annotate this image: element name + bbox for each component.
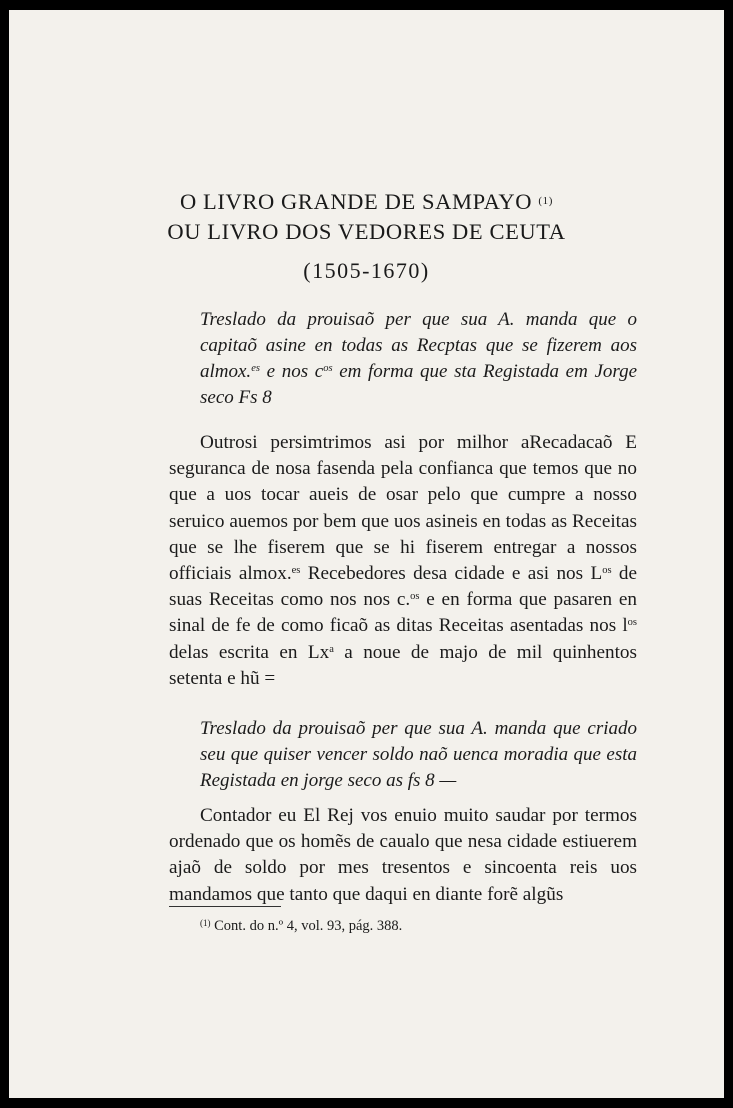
footnote-text: Cont. do n.º 4, vol. 93, pág. 388. (214, 918, 403, 934)
title-block (9, 186, 724, 286)
date-range: (1505-1670) (303, 258, 430, 283)
section-1-heading-text: Treslado da prouisaõ per que sua A. manda que o capitaõ asine en todas as Recptas que se fizerem aos almox.$^{es}$ e nos $c^{os}$ em forma que sta Registada em Jorge seco Fs 8 (200, 309, 638, 408)
section-2-paragraph: Contador eu El Rej vos enuio muito saudar por termos ordenado que os homẽs de caualo que nesa cidade estiuerem ajaõ de soldo por mes tresentos e sincoenta reis uos mandamos que tanto que daqui en diante forẽ algũs (169, 805, 637, 905)
footnote-reference: (1) (538, 195, 553, 207)
title-line-1 (9, 186, 724, 217)
document-page (9, 10, 724, 1098)
section-1-paragraph: Outrosi persimtrimos asi por milhor aRecadacaõ E seguranca de nosa fasenda pela confianca que temos que no que a uos tocar aueis de osar pelo que cumpre a nosso seruico auemos por bem que uos asineis en todas as Receitas que se lhe fiserem que se hi fiserem entregar a nossos officiais almox.$^{es}$ Recebedores desa cidade e asi nos $L^{os}$ de suas Receitas como nos nos c.$^{os}$ e en forma que pasaren en sinal de fe de como ficaõ as ditas Receitas asentadas nos $l^{os}$ delas escrita en Lx$^a$ a noue de majo de mil quinhentos setenta e hũ = (169, 432, 637, 689)
footnote-divider (169, 906, 281, 907)
section-1-body (169, 430, 637, 692)
footnote-marker: (1) (200, 918, 211, 928)
section-2-heading-text: Treslado da prouisaõ per que sua A. manda que criado seu que quiser vencer soldo naõ uenca moradia que esta Registada en jorge seco as fs 8 — (200, 718, 637, 791)
title-text-1: O LIVRO GRANDE DE SAMPAYO (179, 189, 533, 214)
section-2-heading (200, 716, 637, 794)
title-line-2: OU LIVRO DOS VEDORES DE CEUTA (167, 219, 566, 244)
section-1-heading (200, 307, 637, 411)
footnote (200, 918, 402, 935)
section-2-body (169, 803, 637, 908)
